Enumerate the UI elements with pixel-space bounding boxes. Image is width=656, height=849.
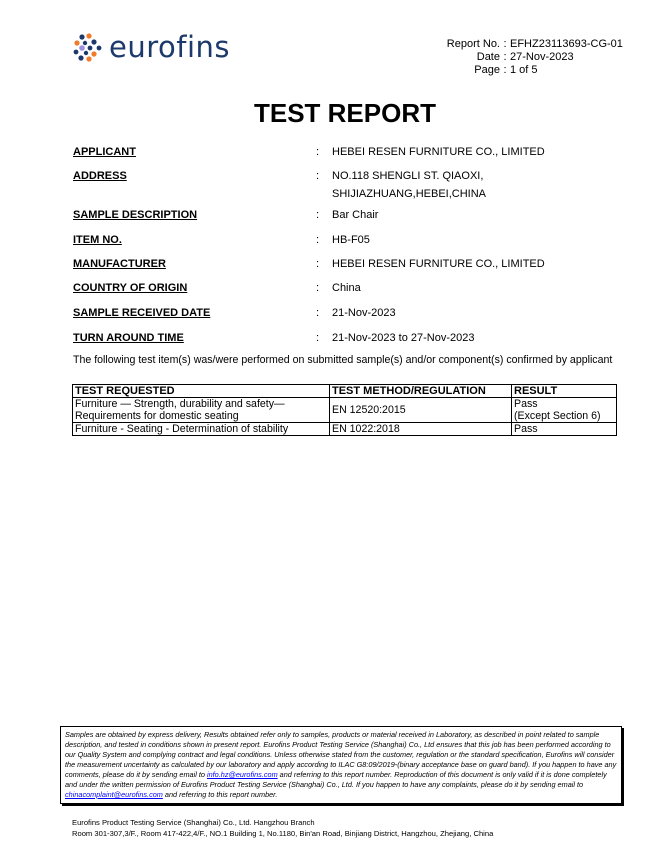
header-test-requested: TEST REQUESTED: [73, 385, 330, 398]
table-row: Furniture - Seating - Determination of stability EN 1022:2018 Pass: [73, 423, 617, 436]
table-header-row: [73, 385, 617, 398]
header-result: RESULT: [512, 385, 617, 398]
meta-page: Page : 1 of 5: [474, 64, 538, 76]
footer-address: Eurofins Product Testing Service (Shanghai) Co., Ltd. Hangzhou Branch Room 301-307,3/F., Room 417-422,4/F., NO.1 Building 1, No.1180, Bin'an Road, Binjiang District, Hangzhou, Zhejiang, China: [72, 818, 494, 838]
header-test-method: TEST METHOD/REGULATION: [330, 385, 512, 398]
eurofins-logo: [73, 32, 230, 62]
complaint-email-link[interactable]: chinacomplaint@eurofins.com: [65, 790, 163, 799]
test-results-table: [72, 384, 617, 436]
disclaimer-box: Samples are obtained by express delivery, Results obtained refer only to samples, products or material received in Laboratory, as described in point related to sample description, and tested in conditions shown in present report. Eurofins Product Testing Service (Shanghai) Co., Ltd ensures that this job has been performed according to our Quality System and complying contract and legal conditions. Unless otherwise stated from the customer, regulation or the standard specification, Eurofins will consider the measurement uncertainty as calculated by our laboratory and apply according to ILAC G8:09/2019-(binary acceptance base on guard band). If you happen to have any comments, please do it by sending email to info.hz@eurofins.com and referring to this report number. Reproduction of this document is only valid if it is done completely and under the written permission of Eurofins Product Testing Service (Shanghai) Co., Ltd. If you happen to have any complaints, please do it by sending email to chinacomplaint@eurofins.com and referring to this report number.: [60, 726, 622, 804]
intro-text: The following test item(s) was/were performed on submitted sample(s) and/or component(s) confirmed by applicant: [73, 354, 613, 366]
logo-dots-icon: [73, 32, 103, 62]
logo-text: eurofins: [109, 30, 231, 64]
report-page: eurofins Report No. : EFHZ23113693-CG-01 Date : 27-Nov-2023 Page : 1 of 5 TEST REPORT APPLICANT : HEBEI RESEN FURNITURE CO., LIMITED ADDRESS : NO.118 SHENGLI ST. QIAOXI, SHIJIAZHUANG,HEBEI,CHINA SAMPLE DESCRIPTION : Bar Chair ITEM NO. : HB-F05 MANUFACTURER : HEBEI RESEN FURNITURE CO., LIMITED COUNTRY OF ORIGIN : China SAMPLE RECEIVED DATE : 21-Nov-2023 TURN AROUND TIME : 21-Nov-2023 to 27-Nov-2023 The following test item(s) was/were performed on submitted sample(s) and/or component(s) confirmed by applicant TEST REQUESTED TEST METHOD/REGULATION RESULT Furniture — Strength, durability and safety— Requirements for domestic seating EN 12520:2015 Pass (Except Section 6) Furniture - Seating - Determination of stability EN 1022:2018 Pass Samples are obtained by express delivery, Results obtained refer only to samples, products or material received in Laboratory, as described in point related to sample description, and tested in conditions shown in present report. Eurofins Product Testing Service (Shanghai) Co., Ltd ensures that this job has been performed according to our Quality System and complying contract and legal conditions. Unless otherwise stated from the customer, regulation or the standard specification, Eurofins will consider the measurement uncertainty as calculated by our laboratory and apply according to ILAC G8:09/2019-(binary acceptance base on guard band). If you happen to have any comments, please do it by sending email to info.hz@eurofins.com and referring to this report number. Reproduction of this document is only valid if it is done completely and under the written permission of Eurofins Product Testing Service (Shanghai) Co., Ltd. If you happen to have any complaints, please do it by sending email to chinacomplaint@eurofins.com and referring to this report number. Eurofins Product Testing Service (Shanghai) Co., Ltd. Hangzhou Branch Room 301-307,3/F., Room 417-422,4/F., NO.1 Building 1, No.1180, Bin'an Road, Binjiang District, Hangzhou, Zhejiang, China: [0, 0, 656, 849]
meta-date: Date : 27-Nov-2023: [476, 51, 574, 63]
table-row: Furniture — Strength, durability and safety— Requirements for domestic seating EN 12520:2015 Pass (Except Section 6): [73, 398, 617, 423]
info-email-link[interactable]: info.hz@eurofins.com: [206, 770, 278, 779]
report-meta: [420, 38, 623, 77]
page-title: TEST REPORT: [253, 98, 436, 128]
meta-report-no: Report No. : EFHZ23113693-CG-01: [446, 38, 623, 50]
